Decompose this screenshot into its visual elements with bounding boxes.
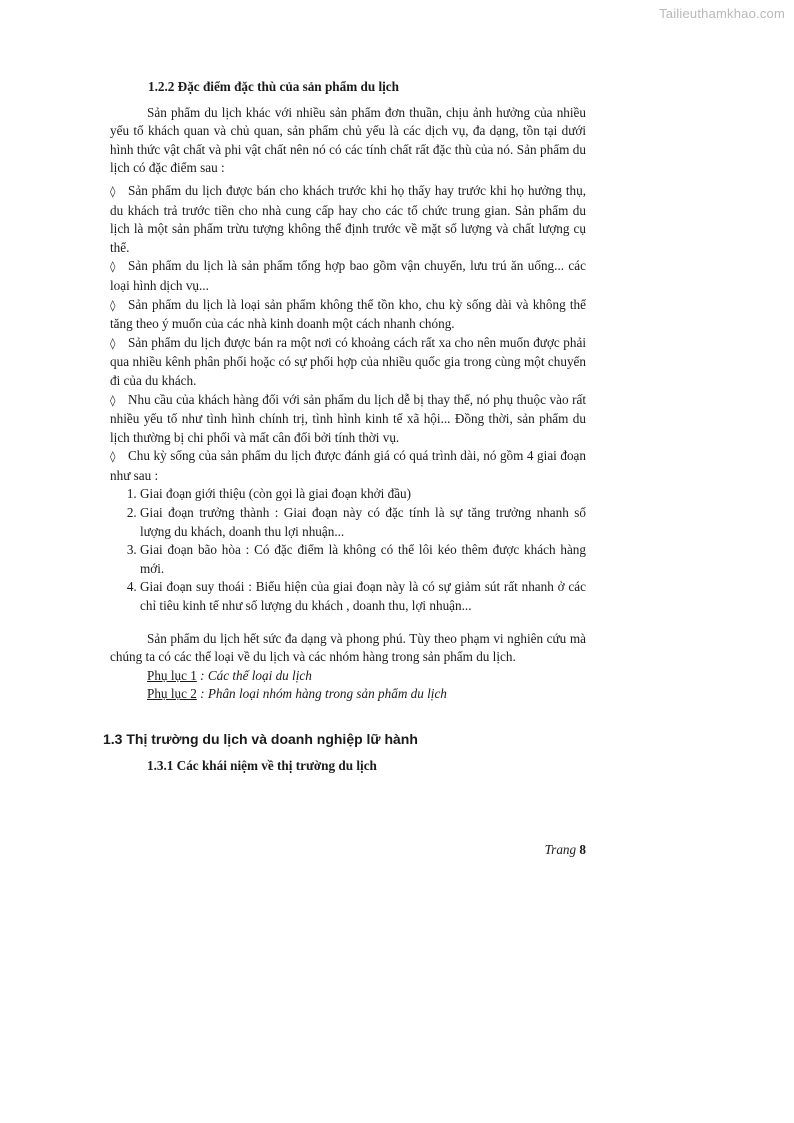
section-heading-1-2-2: 1.2.2 Đặc điểm đặc thù của sản phẩm du lịch [148, 79, 399, 94]
diamond-icon: ◊ [110, 336, 116, 350]
diamond-icon: ◊ [110, 450, 116, 464]
diamond-icon: ◊ [110, 393, 116, 407]
page-footer [110, 842, 586, 858]
intro-paragraph: Sản phẩm du lịch khác với nhiều sản phẩm đơn thuần, chịu ảnh hưởng của nhiều yếu tố khách quan và chủ quan, sản phẩm chủ yếu là các dịch vụ, đa dạng, tồn tại dưới hình thức vật chất và phi vật chất nên nó có các tính chất rất đặc thù của nó. Sản phẩm du lịch có đặc điểm sau : [110, 104, 586, 176]
page-number: 8 [579, 842, 586, 857]
section-heading-1-3: 1.3 Thị trường du lịch và doanh nghiệp lữ hành [103, 731, 418, 747]
section-heading-1-3-1: 1.3.1 Các khái niệm về thị trường du lịch [147, 757, 377, 773]
bullet-text: Chu kỳ sống của sản phẩm du lịch được đánh giá có quá trình dài, nó gồm 4 giai đoạn như sau : [110, 448, 586, 483]
page-label: Trang [544, 842, 580, 857]
bullet-item [110, 334, 586, 391]
appendix-description: : Phân loại nhóm hàng trong sản phẩm du lịch [196, 686, 447, 702]
phase-item: 4. Giai đoạn suy thoái : Biểu hiện của giai đoạn này là có sự giảm sút rất nhanh ở các chỉ tiêu kinh tế như số lượng du khách , doanh thu, lợi nhuận... [140, 578, 586, 615]
appendix-link[interactable]: Phụ lục 1 [147, 667, 197, 683]
bullet-text: Nhu cầu của khách hàng đối với sản phẩm du lịch dễ bị thay thế, nó phụ thuộc vào rất nhiều yếu tố như tình hình chính trị, tình hình kinh tế xã hội... Đồng thời, sản phẩm du lịch thường bị chi phối và mất cân đối bởi tính thời vụ. [110, 391, 586, 445]
document-body [103, 78, 586, 775]
bullet-item [110, 447, 586, 485]
bullet-item [110, 391, 586, 448]
diamond-icon: ◊ [110, 298, 116, 312]
phase-item: 3. Giai đoạn bão hòa : Có đặc điểm là không có thể lôi kéo thêm được khách hàng mới. [140, 541, 586, 578]
bullet-text: Sản phẩm du lịch là loại sản phẩm không thể tồn kho, chu kỳ sống dài và không thể tăng theo ý muốn của các nhà kinh doanh một cách nhanh chóng. [110, 296, 586, 332]
lifecycle-phase-list [110, 485, 586, 615]
diamond-icon: ◊ [110, 260, 116, 274]
bullet-item [110, 182, 586, 257]
appendix-reference [147, 667, 586, 686]
phase-item: 2. Giai đoạn trưởng thành : Giai đoạn này có đặc tính là sự tăng trưởng nhanh số lượng du khách, doanh thu lợi nhuận... [140, 504, 586, 541]
bullet-text: Sản phẩm du lịch được bán cho khách trước khi họ thấy hay trước khi họ hưởng thụ, du khách trả trước tiền cho nhà cung cấp hay cho các tổ chức trung gian. Sản phẩm du lịch là một sản phẩm trừu tượng không thể định trước về mặt số lượng và chất lượng cụ thể. [110, 182, 586, 255]
bullet-item [110, 296, 586, 334]
appendix-reference [147, 685, 586, 704]
appendix-description: : Các thể loại du lịch [196, 667, 312, 683]
bullet-text: Sản phẩm du lịch được bán ra một nơi có khoảng cách rất xa cho nên muốn được phải qua nhiều kênh phân phối hoặc có sự phối hợp của nhiều quốc gia trong cùng một chuyến đi của du khách. [110, 334, 586, 388]
appendix-link[interactable]: Phụ lục 2 [147, 686, 197, 702]
bullet-item [110, 257, 586, 295]
bullet-text: Sản phẩm du lịch là sản phẩm tổng hợp bao gồm vận chuyển, lưu trú ăn uống... các loại hình dịch vụ... [110, 258, 586, 293]
diamond-icon: ◊ [110, 184, 116, 198]
summary-paragraph: Sản phẩm du lịch hết sức đa dạng và phong phú. Tùy theo phạm vi nghiên cứu mà chúng ta có các thể loại về du lịch và các nhóm hàng trong sản phẩm du lịch. [110, 630, 586, 665]
phase-item: 1. Giai đoạn giới thiệu (còn gọi là giai đoạn khởi đầu) [140, 485, 586, 504]
watermark: Tailieuthamkhao.com [659, 6, 785, 21]
